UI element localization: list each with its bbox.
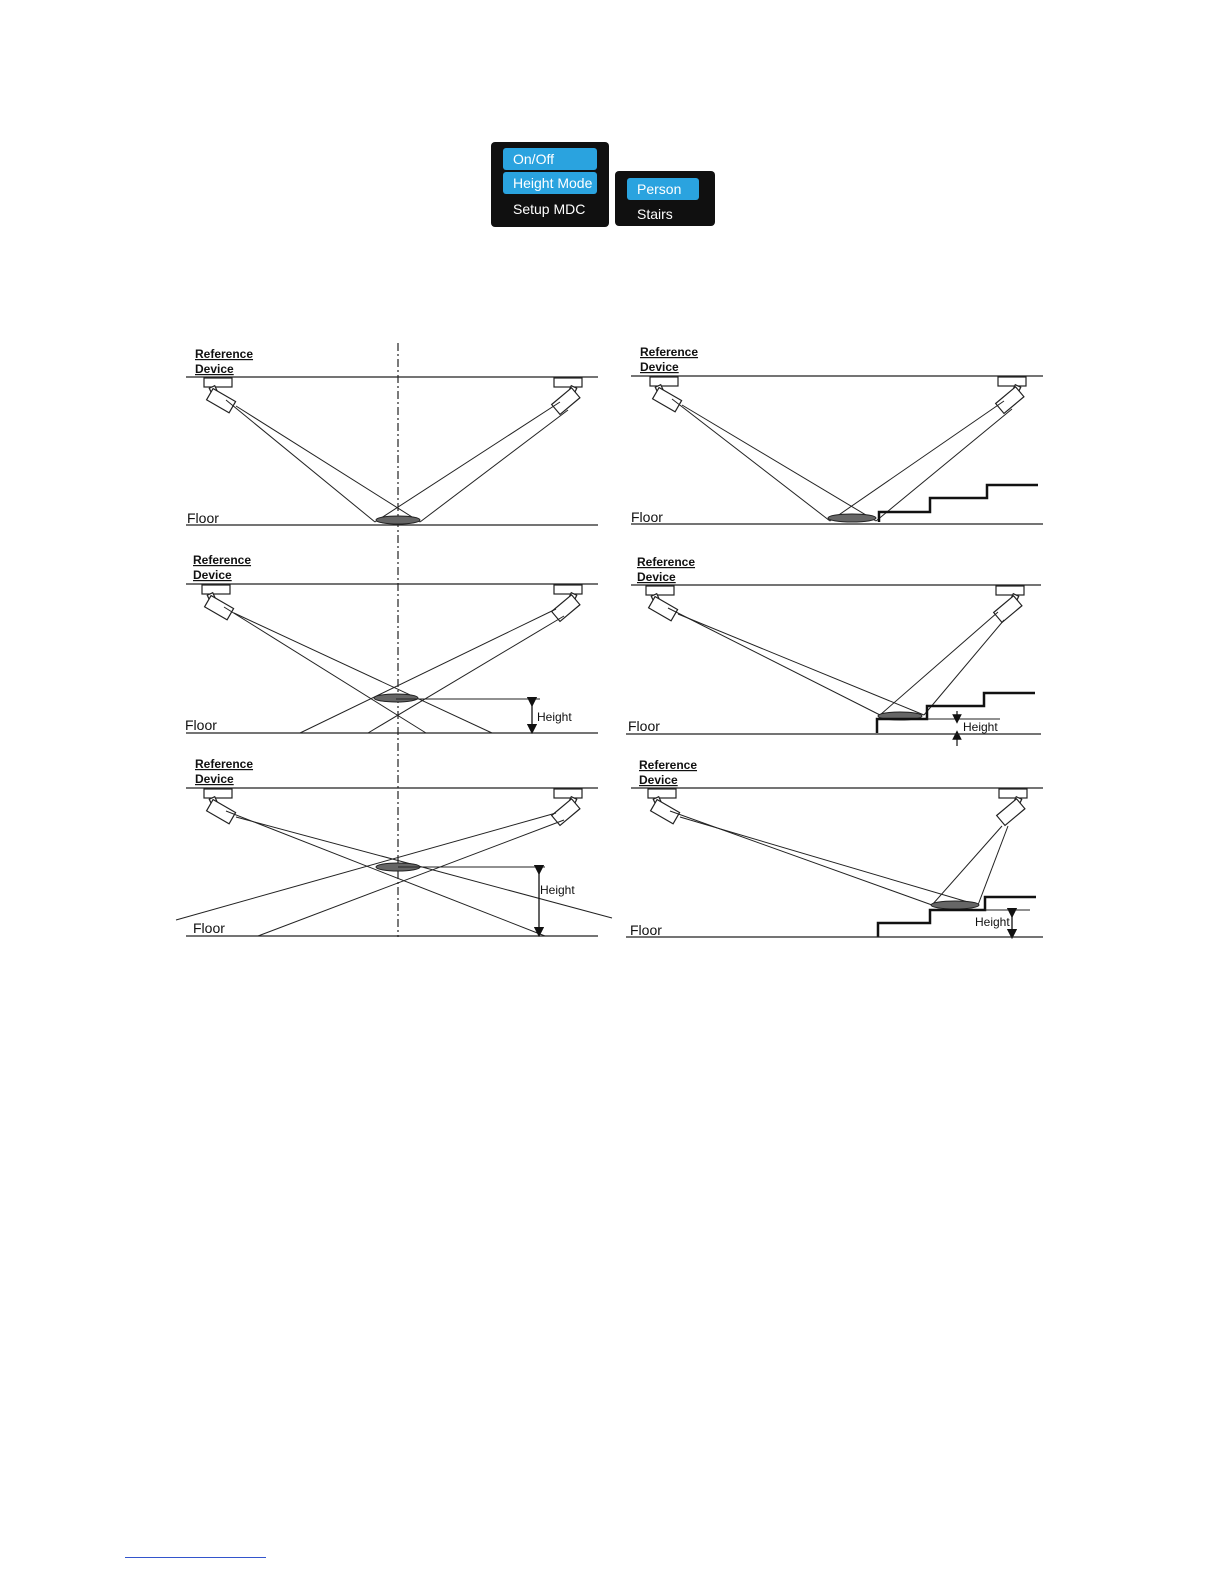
panel-stairs-floor — [631, 345, 1043, 525]
floor-label: Floor — [630, 922, 662, 938]
projector-icon — [204, 378, 236, 413]
projector-icon — [202, 585, 234, 620]
panel-person-height — [185, 553, 598, 733]
floor-label: Floor — [187, 510, 219, 526]
projector-icon — [997, 789, 1027, 825]
floor-label: Floor — [628, 718, 660, 734]
device-label: Device — [195, 362, 234, 376]
submenu-item-stairs[interactable]: Stairs — [637, 206, 673, 222]
device-label: Device — [640, 360, 679, 374]
menu-item-on-off[interactable]: On/Off — [503, 148, 597, 170]
projector-icon — [650, 377, 682, 412]
reference-label: Reference — [195, 347, 254, 361]
reference-label: Reference — [637, 555, 696, 569]
device-label: Device — [193, 568, 232, 582]
menu-item-setup-mdc[interactable]: Setup MDC — [513, 201, 586, 217]
footnote-separator — [125, 1557, 266, 1558]
floor-label: Floor — [631, 509, 663, 525]
reference-label: Reference — [639, 758, 698, 772]
panel-person-floor — [186, 347, 598, 526]
height-label: Height — [540, 883, 575, 897]
projector-icon — [648, 789, 680, 824]
height-label: Height — [537, 710, 572, 724]
projector-icon — [552, 378, 582, 414]
panel-person-high — [176, 757, 612, 936]
device-label: Device — [195, 772, 234, 786]
device-label: Device — [639, 773, 678, 787]
device-label: Device — [637, 570, 676, 584]
reference-label: Reference — [640, 345, 699, 359]
projector-icon — [646, 586, 678, 621]
panel-stairs-high — [626, 758, 1043, 938]
projector-icon — [552, 789, 582, 825]
height-label: Height — [975, 915, 1010, 929]
height-label: Height — [963, 720, 998, 734]
projector-icon — [204, 789, 236, 824]
floor-label: Floor — [193, 920, 225, 936]
menu-item-height-mode[interactable]: Height Mode — [503, 172, 597, 194]
projector-icon — [552, 585, 582, 621]
panel-stairs-step — [626, 555, 1041, 746]
reference-label: Reference — [193, 553, 252, 567]
projector-icon — [996, 377, 1026, 413]
floor-label: Floor — [185, 717, 217, 733]
reference-label: Reference — [195, 757, 254, 771]
submenu-item-person[interactable]: Person — [627, 178, 699, 200]
projector-icon — [994, 586, 1024, 622]
